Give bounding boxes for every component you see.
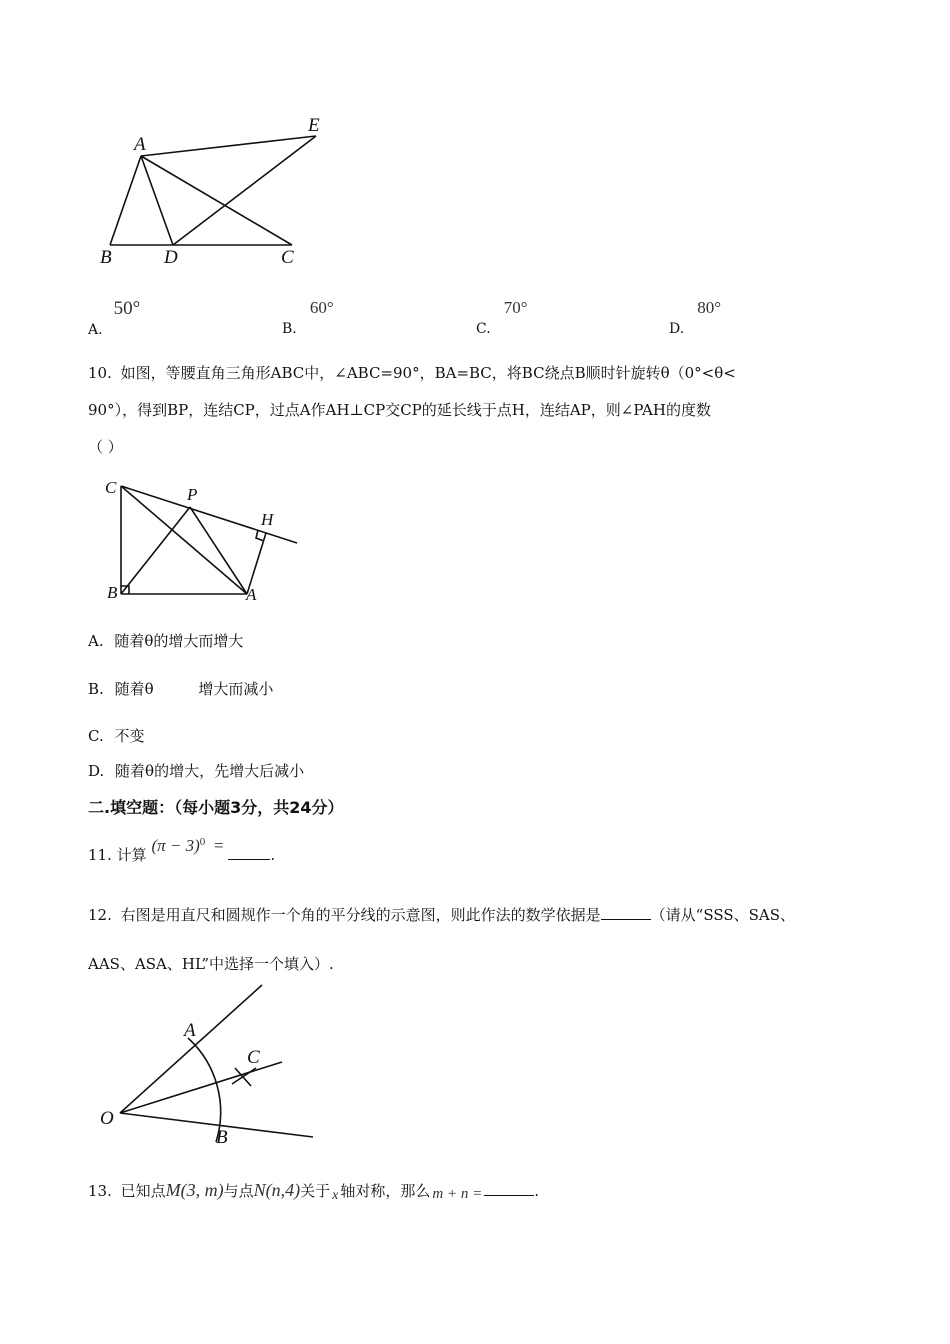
q9-option-b[interactable] <box>282 298 334 337</box>
option-letter: B. <box>88 680 104 698</box>
q13-number: 13. <box>88 1182 112 1200</box>
segment-AD <box>141 156 173 245</box>
q10-label-C: C <box>105 478 117 497</box>
q9-label-E: E <box>308 115 320 136</box>
option-letter: D. <box>669 321 685 337</box>
q10-answer-paren: （ ） <box>88 438 123 456</box>
option-letter: A. <box>88 632 104 650</box>
q9-option-d[interactable] <box>669 298 722 337</box>
ray-OA <box>120 985 262 1113</box>
q12-number: 12. <box>88 906 112 924</box>
q13-point-m: M(3, m) <box>165 1180 224 1200</box>
segment-DE <box>173 136 316 245</box>
option-text: 随着θ的增大，先增大后减小 <box>115 762 305 780</box>
q11-period: . <box>270 846 276 864</box>
option-letter: C. <box>476 321 491 337</box>
q12-text-line1-tail: （请从“SSS、SAS、 <box>650 906 796 924</box>
segment-AE <box>141 136 316 156</box>
q11-equals: = <box>214 836 224 855</box>
q10-label-H: H <box>261 510 274 529</box>
option-letter: A. <box>88 322 103 338</box>
q11-exponent: 0 <box>199 836 206 848</box>
q12-text-line2: AAS、ASA、HL”中选择一个填入）. <box>88 955 334 973</box>
option-text-tail: 增大而减小 <box>198 680 274 698</box>
q10-option-c[interactable] <box>88 725 145 746</box>
q10-option-b[interactable] <box>88 678 273 699</box>
q12-text-line1: 右图是用直尺和圆规作一个角的平分线的示意图，则此作法的数学依据是 <box>120 906 601 924</box>
q10-line1 <box>88 362 736 383</box>
q12-label-C: C <box>247 1047 260 1068</box>
q10-text-line2: 90°），得到BP，连结CP，过点A作AH⊥CP交CP的延长线于点H，连结AP，则∠PAH的度数 <box>88 401 711 419</box>
section-title: 二.填空题：（每小题3分，共24分） <box>88 798 344 817</box>
option-letter: B. <box>282 321 297 337</box>
option-value: 80° <box>697 298 722 317</box>
q13-answer-blank[interactable] <box>484 1181 534 1196</box>
option-value: 70° <box>503 298 528 317</box>
q9-label-C: C <box>281 247 294 268</box>
q11-expression: (π − 3) <box>151 836 200 855</box>
q10-label-B: B <box>107 583 118 602</box>
q11-number: 11. <box>88 846 112 864</box>
q13 <box>88 1180 539 1201</box>
q10-option-a[interactable] <box>88 630 243 651</box>
q10-label-P: P <box>187 485 198 504</box>
ray-OC <box>120 1062 282 1113</box>
q11-prefix: 计算 <box>116 846 147 864</box>
q12-label-A: A <box>184 1020 196 1041</box>
q9-option-a[interactable] <box>88 298 141 338</box>
q11-answer-blank[interactable] <box>228 845 270 860</box>
q9-label-A: A <box>134 134 146 155</box>
q10-number: 10. <box>88 364 112 382</box>
segment-PA <box>190 507 247 594</box>
q13-mid: 与点 <box>223 1182 254 1200</box>
q12-line1 <box>88 904 795 925</box>
segment-CA <box>121 486 247 594</box>
q11 <box>88 835 276 864</box>
option-value: 60° <box>309 298 334 317</box>
segment-BP <box>121 507 190 594</box>
q13-axis: x <box>332 1188 339 1203</box>
q9-option-c[interactable] <box>476 298 528 337</box>
q13-point-n: N(n,4) <box>253 1180 301 1200</box>
q12-figure <box>110 980 330 1145</box>
q13-mid2: 关于 <box>300 1182 331 1200</box>
option-text: 随着θ的增大而增大 <box>114 632 244 650</box>
option-letter: D. <box>88 762 105 780</box>
option-text: 不变 <box>114 727 145 745</box>
q12-label-B: B <box>216 1127 228 1148</box>
q12-label-O: O <box>100 1108 114 1129</box>
segment-AC <box>141 156 292 245</box>
q13-prefix: 已知点 <box>120 1182 166 1200</box>
q9-label-D: D <box>164 247 178 268</box>
q12-answer-blank[interactable] <box>601 905 651 920</box>
option-value: 50° <box>113 298 141 319</box>
q10-figure <box>100 478 310 603</box>
option-letter: C. <box>88 727 104 745</box>
q13-mid3: 轴对称，那么 <box>340 1182 431 1200</box>
q9-label-B: B <box>100 247 112 268</box>
q13-period: . <box>534 1182 540 1200</box>
q10-text-line1: 如图，等腰直角三角形ABC中，∠ABC=90°，BA=BC，将BC绕点B顺时针旋转θ（0°<θ< <box>120 364 736 382</box>
q13-expression: m + n = <box>432 1186 483 1202</box>
segment-AB <box>110 156 141 245</box>
option-text: 随着θ <box>114 680 154 698</box>
q10-label-A: A <box>246 585 257 604</box>
q10-option-d[interactable] <box>88 760 304 781</box>
